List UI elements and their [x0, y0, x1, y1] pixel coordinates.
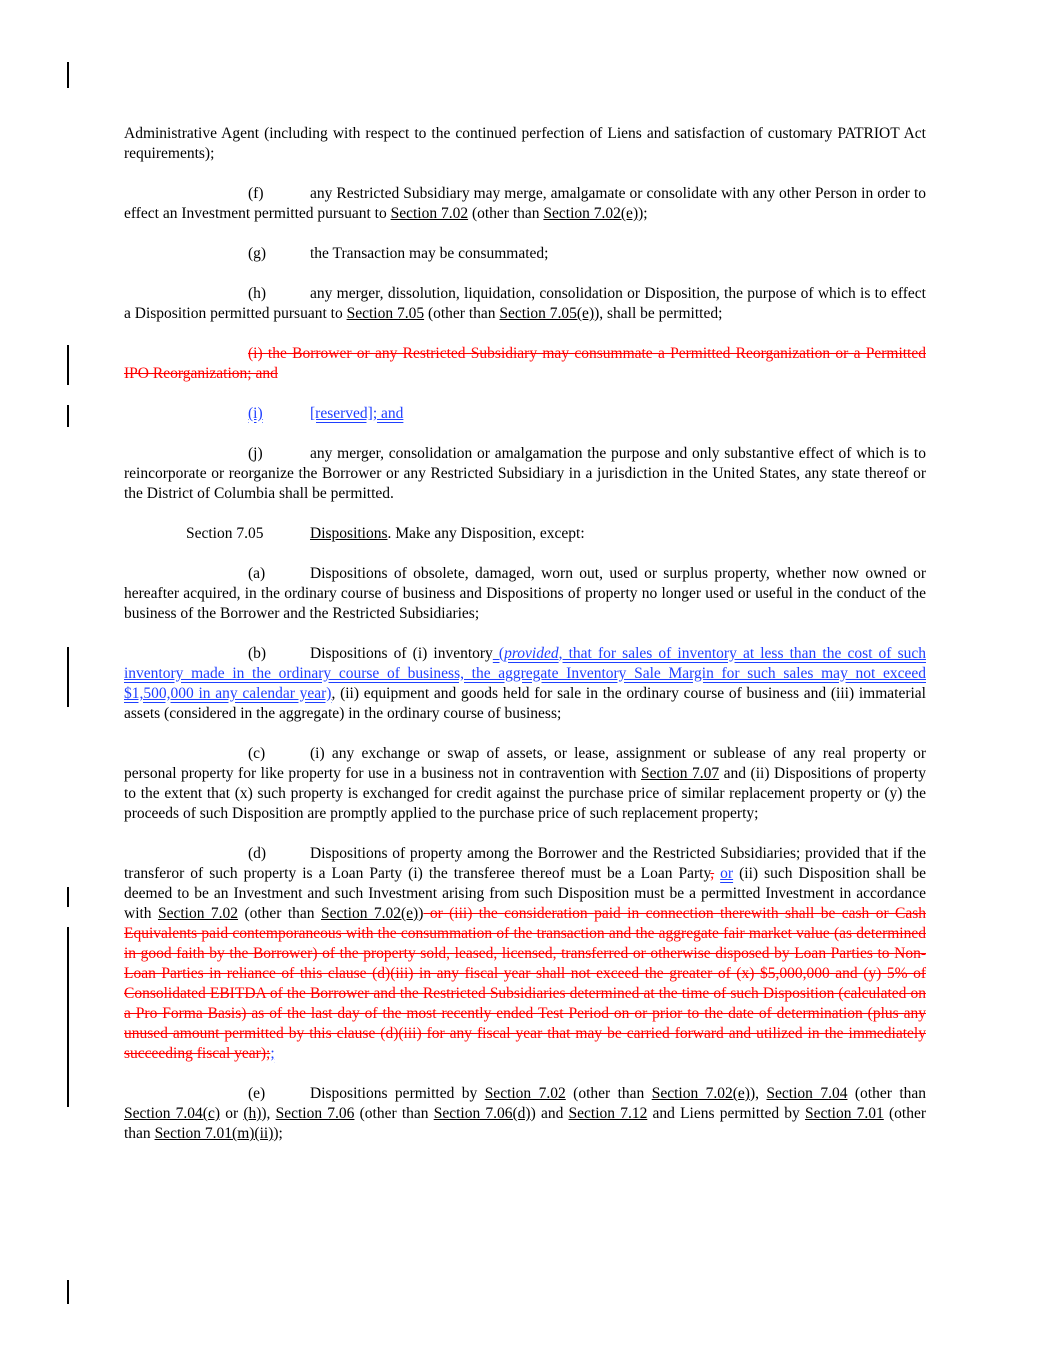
- clause-i-deleted: [124, 344, 926, 384]
- inserted-text: or: [720, 865, 734, 882]
- clause-c: (c) (i) any exchange or swap of assets, or lease, assignment or sublease of any real property or personal property for like property for use in a business not in contravention with Section 7.07 and (ii) Dispositions of property to the extent that (x) such property is exchanged for credit against the purchase price of similar replacement property or (y) the proceeds of such Disposition are promptly applied to the purchase price of such replacement property;: [124, 745, 926, 822]
- clause-a: (a) Dispositions of obsolete, damaged, worn out, used or surplus property, whether now owned or hereafter acquired, in the ordinary course of business and Dispositions of property no longer used or useful in the conduct of the business of the Borrower and the Restricted Subsidiaries;: [124, 565, 926, 622]
- change-bar: [67, 927, 69, 1107]
- clause-h: (h) any merger, dissolution, liquidation, consolidation or Disposition, the purpose of which is to effect a Disposition permitted pursuant to Section 7.05 (other than Section 7.05(e)), shall be permitted;: [124, 285, 926, 322]
- clause-g: (g) the Transaction may be consummated;: [248, 245, 549, 262]
- clause-label: (h): [248, 285, 267, 302]
- clause-label: (b): [248, 645, 267, 662]
- section-ref: Section 7.06(d): [433, 1105, 531, 1122]
- section-ref: Section 7.12: [568, 1105, 648, 1122]
- clause-i-inserted: [124, 404, 926, 424]
- section-ref: Section 7.04(c): [124, 1105, 221, 1122]
- clause-label: (f): [248, 185, 264, 202]
- section-title: Dispositions: [310, 525, 388, 542]
- section-ref: Section 7.02: [390, 205, 469, 222]
- clause-label: (c): [248, 745, 266, 762]
- change-bar: [67, 405, 69, 427]
- section-ref: Section 7.07: [640, 765, 720, 782]
- clause-b: (b) Dispositions of (i) inventory (provided, that for sales of inventory at less than the cost of such inventory made in the ordinary course of business, the aggregate Inventory Sale Margin for such sales may not exceed $1,500,000 in any calendar year), (ii) equipment and goods held for sale in the ordinary course of business and (iii) immaterial assets (considered in the aggregate) in the ordinary course of business;: [124, 645, 926, 722]
- section-ref: (h): [243, 1105, 262, 1122]
- clause-f: (f) any Restricted Subsidiary may merge, amalgamate or consolidate with any other Person in order to effect an Investment permitted pursuant to Section 7.02 (other than Section 7.02(e));: [124, 185, 926, 222]
- inserted-text: (provided, that for sales of inventory at less than the cost of such inventory made in the ordinary course of business, the aggregate Inventory Sale Margin for such sales may not exceed $1,500,000 in any calendar year): [124, 645, 926, 702]
- section-ref: Section 7.04: [766, 1085, 848, 1102]
- section-ref: Section 7.02: [484, 1085, 566, 1102]
- clause-label: (e): [248, 1085, 266, 1102]
- clause-label: (a): [248, 565, 266, 582]
- inserted-label: (i): [248, 405, 263, 422]
- section-ref: Section 7.02(e): [543, 205, 639, 222]
- section-ref: Section 7.06: [275, 1105, 355, 1122]
- section-ref: Section 7.02(e): [320, 905, 419, 922]
- deleted-text: ,: [710, 865, 715, 882]
- change-bar: [67, 62, 69, 88]
- inserted-text: [reserved]; and: [310, 405, 404, 422]
- deleted-text: or (iii) the consideration paid in connection therewith shall be cash or Cash Equivalents paid contemporaneous with the consummation of the transaction and the aggregate fair market value (as determined in good faith by the Borrower) of the property sold, leased, licensed, transferred or otherwise disposed by Loan Parties to Non-Loan Parties in reliance of this clause (d)(iii) in any fiscal year shall not exceed the greater of (x) $5,000,000 and (y) 5% of Consolidated EBITDA of the Borrower and the Restricted Subsidiaries determined at the time of such Disposition (calculated on a Pro Forma Basis) as of the last day of the most recently ended Test Period on or prior to the date of determination (plus any unused amount permitted by this clause (d)(iii) for any fiscal year that may be carried forward and utilized in the immediately succeeding fiscal year);: [124, 905, 927, 1062]
- clause-e: (e) Dispositions permitted by Section 7.02 (other than Section 7.02(e)), Section 7.04 (other than Section 7.04(c) or (h)), Section 7.06 (other than Section 7.06(d)) and Section 7.12 and Liens permitted by Section 7.01 (other than Section 7.01(m)(ii));: [124, 1085, 927, 1142]
- section-ref: Section 7.05: [346, 305, 425, 322]
- section-ref: Section 7.02: [157, 905, 239, 922]
- section-heading: Section 7.05 Dispositions. Make any Disposition, except:: [186, 525, 585, 542]
- deleted-text: (i) the Borrower or any Restricted Subsidiary may consummate a Permitted Reorganization or a Permitted IPO Reorganization; and: [124, 345, 926, 382]
- document-page: [124, 124, 926, 1144]
- clause-label: (d): [248, 845, 267, 862]
- section-ref: Section 7.02(e): [651, 1085, 750, 1102]
- intro-paragraph: Administrative Agent (including with respect to the continued perfection of Liens and satisfaction of customary PATRIOT Act requirements);: [124, 125, 926, 162]
- clause-d: (d) Dispositions of property among the Borrower and the Restricted Subsidiaries; provided that if the transferor of such property is a Loan Party (i) the transferee thereof must be a Loan Party, or (ii) such Disposition shall be deemed to be an Investment and such Investment arising from such Disposition must be a permitted Investment in accordance with Section 7.02 (other than Section 7.02(e)) or (iii) the consideration paid in connection therewith shall be cash or Cash Equivalents paid contemporaneous with the consummation of the transaction and the aggregate fair market value (as determined in good faith by the Borrower) of the property sold, leased, licensed, transferred or otherwise disposed by Loan Parties to Non-Loan Parties in reliance of this clause (d)(iii) in any fiscal year shall not exceed the greater of (x) $5,000,000 and (y) 5% of Consolidated EBITDA of the Borrower and the Restricted Subsidiaries determined at the time of such Disposition (calculated on a Pro Forma Basis) as of the last day of the most recently ended Test Period on or prior to the date of determination (plus any unused amount permitted by this clause (d)(iii) for any fiscal year that may be carried forward and utilized in the immediately succeeding fiscal year);;: [124, 845, 927, 1062]
- section-ref: Section 7.01(m)(ii): [154, 1125, 274, 1142]
- section-ref: Section 7.01: [804, 1105, 884, 1122]
- section-ref: Section 7.05(e): [499, 305, 595, 322]
- clause-j: (j) any merger, consolidation or amalgamation the purpose and only substantive effect of which is to reincorporate or reorganize the Borrower or any Restricted Subsidiary in a jurisdiction in the United States, any state thereof or the District of Columbia shall be permitted.: [124, 445, 926, 502]
- clause-label: (g): [248, 245, 267, 262]
- inserted-text: ;: [270, 1045, 275, 1062]
- change-bar: [67, 647, 69, 707]
- section-number: Section 7.05: [186, 525, 264, 542]
- clause-label: (j): [248, 445, 263, 462]
- change-bar: [67, 887, 69, 907]
- change-bar: [67, 1280, 69, 1304]
- change-bar: [67, 345, 69, 385]
